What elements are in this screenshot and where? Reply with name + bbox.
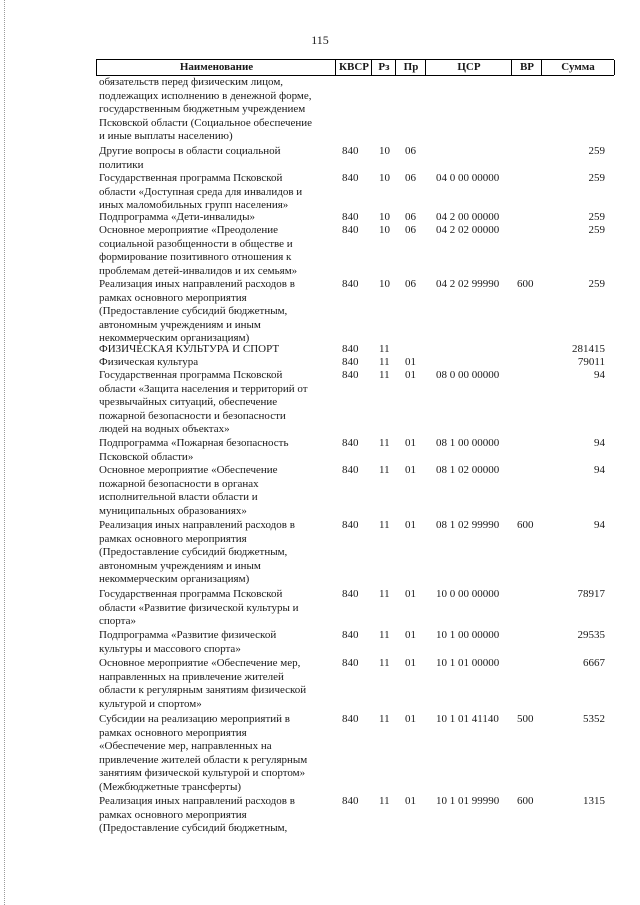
row-sum: 78917: [577, 588, 605, 600]
row-rz: 11: [379, 437, 390, 449]
row-sum: 259: [588, 172, 605, 184]
row-kvsr: 840: [342, 588, 359, 600]
row-pr: 06: [405, 278, 416, 290]
row-rz: 11: [379, 629, 390, 641]
row-kvsr: 840: [342, 629, 359, 641]
row-name: Реализация иных направлений расходов в рамках основного мероприятия (Предоставление субсидий бюджетным, автономным учреждениям и иным некоммерческим организациям): [99, 278, 295, 345]
row-name: Государственная программа Псковской области «Защита населения и территорий от чрезвычайных ситуаций, обеспечение пожарной безопасности и безопасности людей на водных объектах»: [99, 369, 308, 436]
row-kvsr: 840: [342, 519, 359, 531]
header-sum: Сумма: [541, 60, 615, 75]
row-sum: 29535: [577, 629, 605, 641]
row-sum: 94: [594, 464, 605, 476]
row-name: Государственная программа Псковской области «Доступная среда для инвалидов и иных маломобильных групп населения»: [99, 172, 303, 212]
header-pr: Пр: [395, 60, 426, 75]
row-rz: 11: [379, 356, 390, 368]
row-pr: 06: [405, 145, 416, 157]
row-kvsr: 840: [342, 464, 359, 476]
row-pr: 01: [405, 657, 416, 669]
row-kvsr: 840: [342, 211, 359, 223]
row-sum: 6667: [583, 657, 605, 669]
row-rz: 10: [379, 278, 390, 290]
row-csr: 08 1 02 00000: [436, 464, 500, 476]
row-name: Основное мероприятие «Обеспечение мер, направленных на привлечение жителей области к регулярным занятиям физической культурой и спортом»: [99, 657, 307, 710]
row-csr: 04 2 02 00000: [436, 224, 500, 236]
row-rz: 11: [379, 713, 390, 725]
row-name: Субсидии на реализацию мероприятий в рамках основного мероприятия «Обеспечение мер, направленных на привлечение жителей области к регулярным занятиям физической культурой и спортом» (Межбюджетные трансферты): [99, 713, 308, 793]
row-kvsr: 840: [342, 369, 359, 381]
row-name: Реализация иных направлений расходов в рамках основного мероприятия (Предоставление субсидий бюджетным, автономным учреждениям и иным некоммерческим организациям): [99, 519, 295, 586]
row-pr: 01: [405, 356, 416, 368]
row-rz: 11: [379, 795, 390, 807]
row-csr: 04 2 00 00000: [436, 211, 500, 223]
row-csr: 10 1 01 41140: [436, 713, 499, 725]
row-kvsr: 840: [342, 278, 359, 290]
row-sum: 281415: [572, 343, 605, 355]
row-csr: 10 0 00 00000: [436, 588, 500, 600]
row-sum: 5352: [583, 713, 605, 725]
row-name: Другие вопросы в области социальной политики: [99, 145, 281, 171]
row-sum: 259: [588, 278, 605, 290]
row-name: Государственная программа Псковской области «Развитие физической культуры и спорта»: [99, 588, 299, 628]
row-name: Основное мероприятие «Обеспечение пожарной безопасности в органах исполнительной власти области и муниципальных образованиях»: [99, 464, 278, 517]
row-pr: 06: [405, 172, 416, 184]
row-csr: 10 1 00 00000: [436, 629, 500, 641]
row-sum: 94: [594, 437, 605, 449]
header-csr: ЦСР: [425, 60, 512, 75]
row-pr: 01: [405, 588, 416, 600]
row-rz: 11: [379, 588, 390, 600]
row-kvsr: 840: [342, 356, 359, 368]
row-rz: 10: [379, 211, 390, 223]
row-csr: 10 1 01 00000: [436, 657, 500, 669]
row-name: обязательств перед физическим лицом, подлежащих исполнению в денежной форме, государственным бюджетным учреждением Псковской области (Социальное обеспечение и иные выплаты населению): [99, 76, 313, 143]
row-sum: 259: [588, 145, 605, 157]
row-csr: 10 1 01 99990: [436, 795, 500, 807]
row-pr: 01: [405, 464, 416, 476]
row-rz: 11: [379, 519, 390, 531]
row-name: Подпрограмма «Дети-инвалиды»: [99, 211, 256, 223]
row-rz: 11: [379, 464, 390, 476]
row-pr: 01: [405, 795, 416, 807]
row-name: Основное мероприятие «Преодоление социальной разобщенности в обществе и формирование позитивного отношения к проблемам детей-инвалидов и их семьям»: [99, 224, 298, 277]
row-rz: 11: [379, 369, 390, 381]
row-sum: 259: [588, 224, 605, 236]
row-rz: 11: [379, 343, 390, 355]
row-pr: 06: [405, 211, 416, 223]
row-kvsr: 840: [342, 172, 359, 184]
row-pr: 06: [405, 224, 416, 236]
row-sum: 94: [594, 369, 605, 381]
row-kvsr: 840: [342, 713, 359, 725]
row-name: ФИЗИЧЕСКАЯ КУЛЬТУРА И СПОРТ: [99, 343, 280, 355]
row-vr: 600: [517, 519, 534, 531]
page-number: 115: [311, 33, 329, 47]
row-vr: 500: [517, 713, 534, 725]
row-vr: 600: [517, 278, 534, 290]
header-rz: Рз: [371, 60, 396, 75]
row-csr: 08 1 02 99990: [436, 519, 500, 531]
row-sum: 94: [594, 519, 605, 531]
header-vr: ВР: [511, 60, 542, 75]
row-name: Подпрограмма «Развитие физической культуры и массового спорта»: [99, 629, 277, 655]
row-pr: 01: [405, 629, 416, 641]
row-kvsr: 840: [342, 795, 359, 807]
row-csr: 08 1 00 00000: [436, 437, 500, 449]
row-kvsr: 840: [342, 145, 359, 157]
row-csr: 08 0 00 00000: [436, 369, 500, 381]
row-rz: 11: [379, 657, 390, 669]
row-pr: 01: [405, 437, 416, 449]
header-name: Наименование: [96, 60, 336, 75]
row-sum: 259: [588, 211, 605, 223]
row-sum: 79011: [577, 356, 605, 368]
row-name: Реализация иных направлений расходов в рамках основного мероприятия (Предоставление субсидий бюджетным,: [99, 795, 295, 835]
row-kvsr: 840: [342, 657, 359, 669]
row-vr: 600: [517, 795, 534, 807]
row-kvsr: 840: [342, 224, 359, 236]
row-name: Подпрограмма «Пожарная безопасность Псковской области»: [99, 437, 289, 463]
row-kvsr: 840: [342, 343, 359, 355]
row-rz: 10: [379, 172, 390, 184]
row-csr: 04 2 02 99990: [436, 278, 500, 290]
row-name: Физическая культура: [99, 356, 199, 368]
row-pr: 01: [405, 713, 416, 725]
row-pr: 01: [405, 519, 416, 531]
row-csr: 04 0 00 00000: [436, 172, 500, 184]
row-rz: 10: [379, 145, 390, 157]
row-rz: 10: [379, 224, 390, 236]
row-kvsr: 840: [342, 437, 359, 449]
row-pr: 01: [405, 369, 416, 381]
row-sum: 1315: [583, 795, 605, 807]
header-kvsr: КВСР: [335, 60, 372, 75]
